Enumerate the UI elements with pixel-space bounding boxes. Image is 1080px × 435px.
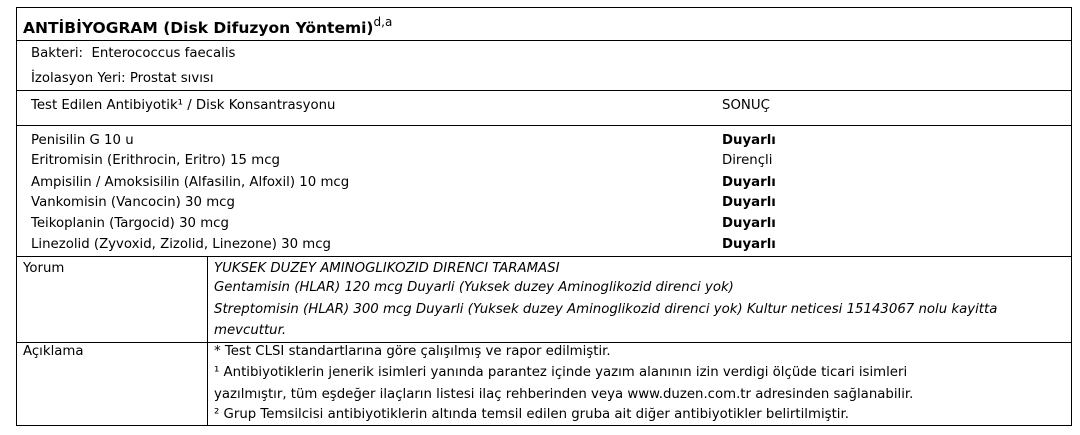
- divider-table-end: [17, 256, 1071, 257]
- result-value: Duyarlı: [722, 237, 776, 252]
- divider-table-header: [17, 125, 1071, 126]
- divider-specimen: [17, 90, 1071, 91]
- comment-line: Streptomisin (HLAR) 300 mcg Duyarli (Yuksek duzey Aminoglikozid direnci yok) Kultur neticesi 15143067 nolu kayitta: [214, 302, 998, 317]
- antibiotic-name: Linezolid (Zyvoxid, Zizolid, Linezone) 30 mcg: [31, 237, 331, 252]
- isolation-label: İzolasyon Yeri:: [31, 71, 126, 86]
- antibiogram-report: [16, 7, 1072, 426]
- result-value: Duyarlı: [722, 175, 776, 190]
- antibiotic-name: Teikoplanin (Targocid) 30 mcg: [31, 216, 229, 231]
- comment-line: Gentamisin (HLAR) 120 mcg Duyarli (Yuksek duzey Aminoglikozid direnci yok): [214, 280, 734, 295]
- explanation-line: yazılmıştır, tüm eşdeğer ilaçların listesi ilaç rehberinden veya www.duzen.com.tr adresinden sağlanabilir.: [214, 387, 914, 402]
- bacteria-label: Bakteri:: [31, 46, 84, 61]
- antibiotic-name: Penisilin G 10 u: [31, 133, 134, 148]
- explanation-line: * Test CLSI standartlarına göre çalışılmış ve rapor edilmiştir.: [214, 344, 611, 359]
- divider-title: [17, 40, 1071, 41]
- result-value: Duyarlı: [722, 216, 776, 231]
- explanation-line: ² Grup Temsilcisi antibiyotiklerin altında temsil edilen gruba ait diğer antibiyotikler belirtilmiştir.: [214, 407, 849, 422]
- antibiotic-name: Ampisilin / Amoksisilin (Alfasilin, Alfoxil) 10 mcg: [31, 175, 350, 190]
- result-value: Duyarlı: [722, 133, 776, 148]
- comment-label: Yorum: [23, 261, 65, 276]
- explanation-line: ¹ Antibiyotiklerin jenerik isimleri yanında parantez içinde yazım alanının izin verdigi ölçüde ticari isimleri: [214, 365, 908, 380]
- result-value: Dirençli: [722, 153, 773, 168]
- report-title-text: ANTİBİYOGRAM (Disk Difuzyon Yöntemi): [23, 19, 374, 37]
- bacteria-row: [31, 45, 235, 63]
- isolation-value: Prostat sıvısı: [129, 71, 214, 86]
- header-result: SONUÇ: [722, 98, 770, 113]
- comment-line: YUKSEK DUZEY AMINOGLIKOZID DIRENCI TARAMASI: [214, 261, 560, 276]
- antibiotic-name: Vankomisin (Vancocin) 30 mcg: [31, 195, 235, 210]
- bacteria-value: Enterococcus faecalis: [91, 46, 236, 61]
- divider-label-column: [207, 256, 208, 425]
- result-value: Duyarlı: [722, 195, 776, 210]
- header-antibiotic: Test Edilen Antibiyotik¹ / Disk Konsantrasyonu: [31, 98, 336, 113]
- antibiotic-name: Eritromisin (Erithrocin, Eritro) 15 mcg: [31, 153, 280, 168]
- comment-line: mevcuttur.: [214, 323, 287, 338]
- report-title: [23, 15, 393, 38]
- explanation-label: Açıklama: [23, 344, 84, 359]
- report-title-superscript: d,a: [373, 15, 393, 29]
- isolation-row: [31, 70, 214, 88]
